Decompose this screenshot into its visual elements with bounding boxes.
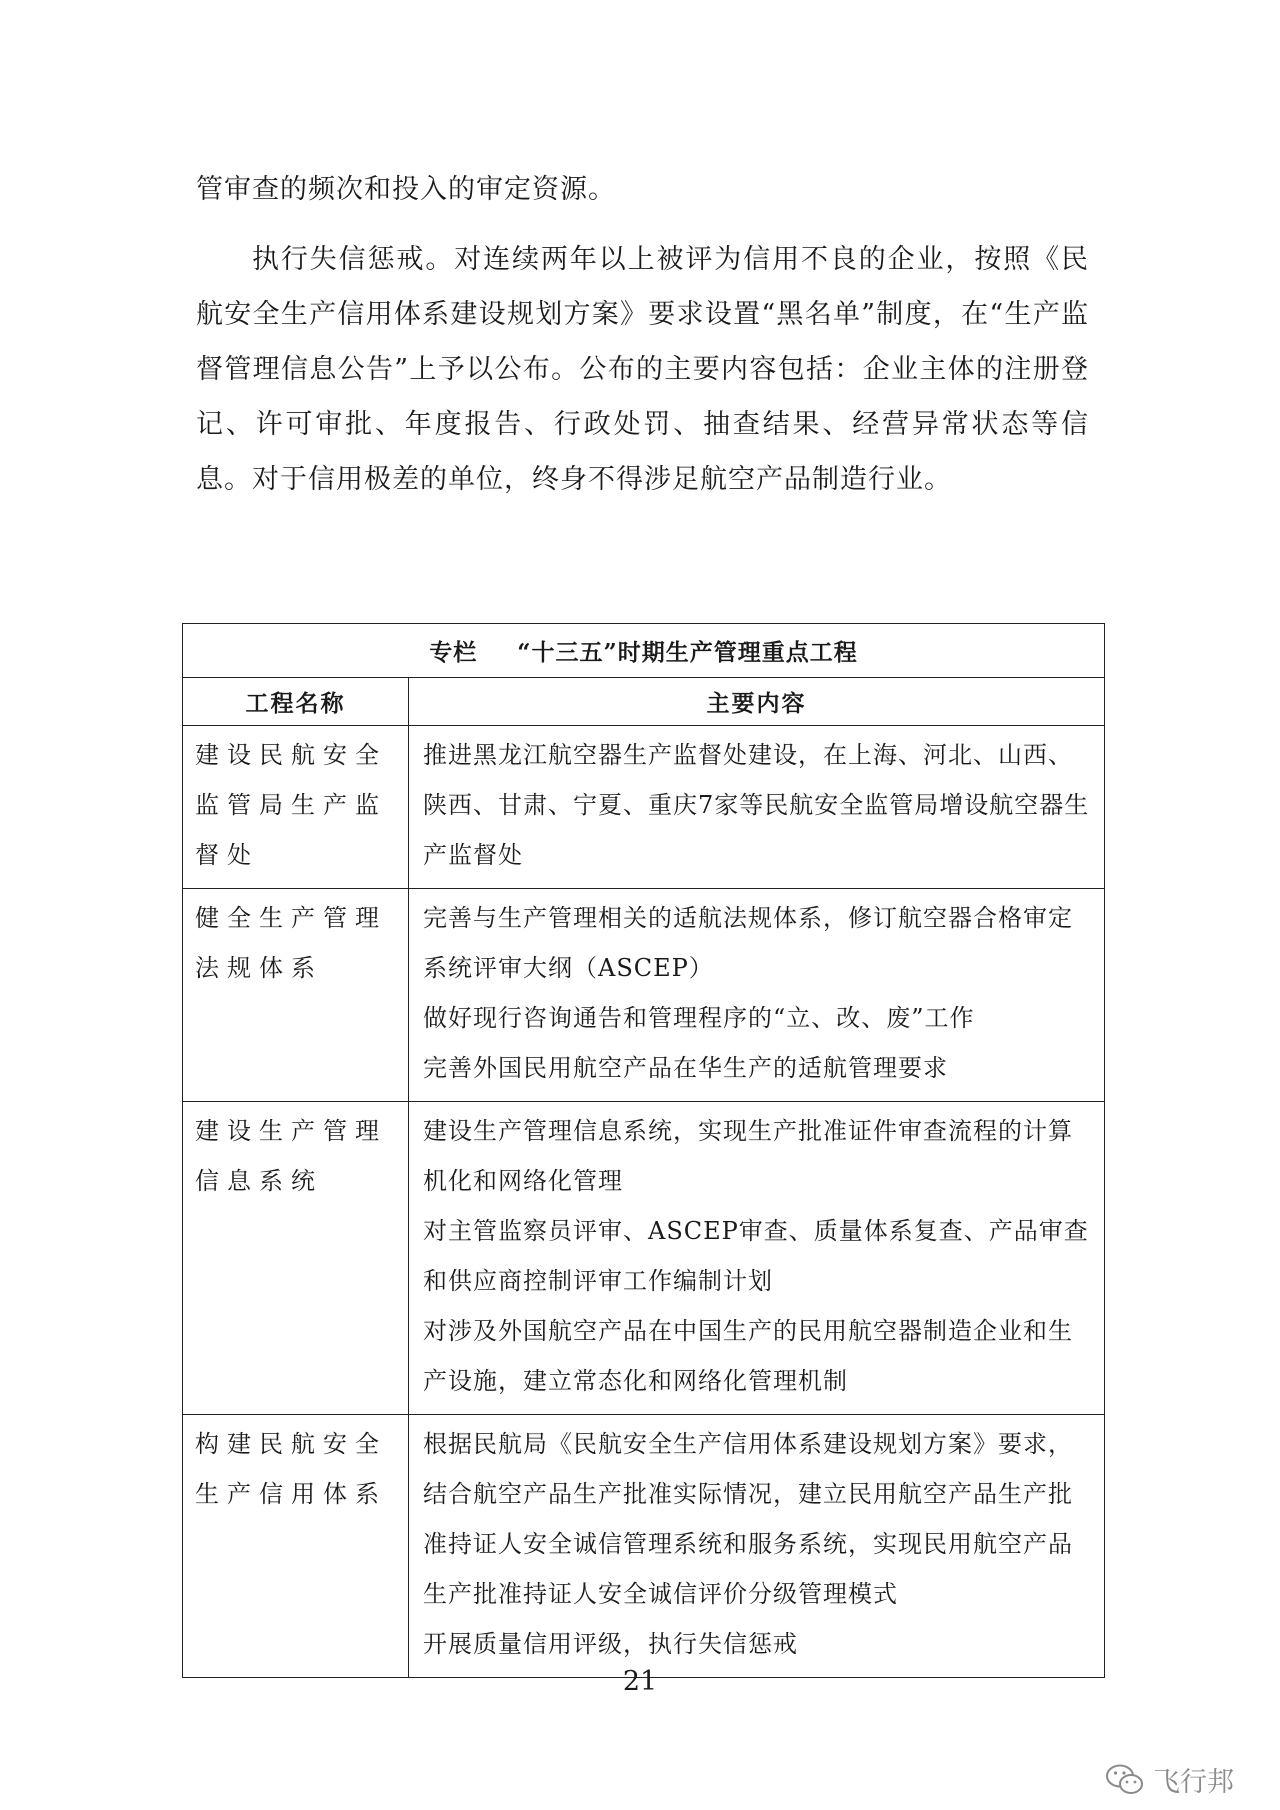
content-item: 完善外国民用航空产品在华生产的适航管理要求	[423, 1054, 948, 1082]
content-item: 完善与生产管理相关的适航法规体系，修订航空器合格审定系统评审大纲（ASCEP）	[423, 904, 1073, 982]
table-row	[183, 1415, 1105, 1678]
column-header-name: 工程名称	[183, 678, 409, 726]
table-row	[183, 1102, 1105, 1415]
column-header-content: 主要内容	[409, 678, 1105, 726]
content-item: 根据民航局《民航安全生产信用体系建设规划方案》要求，结合航空产品生产批准实际情况，建立民用航空产品生产批准持证人安全诚信管理系统和服务系统，实现民用航空产品生产批准持证人安全诚信评价分级管理模式	[423, 1430, 1073, 1608]
content-item: 建设生产管理信息系统，实现生产批准证件审查流程的计算机化和网络化管理	[423, 1117, 1073, 1195]
project-content	[409, 1102, 1105, 1415]
table-row	[183, 726, 1105, 889]
table-header-row	[183, 678, 1105, 726]
content-item: 对涉及外国航空产品在中国生产的民用航空器制造企业和生产设施，建立常态化和网络化管理机制	[423, 1317, 1073, 1395]
watermark-text: 飞行邦	[1153, 1767, 1234, 1798]
project-name: 建设生产管理信息系统	[183, 1102, 409, 1415]
key-projects-table	[182, 623, 1105, 1678]
content-item: 对主管监察员评审、ASCEP审查、质量体系复查、产品审查和供应商控制评审工作编制计划	[423, 1217, 1089, 1295]
caption-label: 专栏	[429, 639, 478, 666]
paragraph-credit-penalty: 执行失信惩戒。对连续两年以上被评为信用不良的企业，按照《民航安全生产信用体系建设规划方案》要求设置“黑名单”制度，在“生产监督管理信息公告”上予以公布。公布的主要内容包括：企业主体的注册登记、许可审批、年度报告、行政处罚、抽查结果、经营异常状态等信息。对于信用极差的单位，终身不得涉足航空产品制造行业。	[196, 244, 1089, 495]
watermark	[1105, 1760, 1234, 1799]
page-number: 21	[622, 1666, 658, 1697]
wechat-icon	[1105, 1763, 1145, 1797]
project-content	[409, 1415, 1105, 1678]
project-content	[409, 889, 1105, 1102]
table-caption	[183, 624, 1105, 678]
project-name: 构建民航安全生产信用体系	[183, 1415, 409, 1678]
project-content	[409, 726, 1105, 889]
table-row	[183, 889, 1105, 1102]
content-item: 开展质量信用评级，执行失信惩戒	[423, 1630, 798, 1658]
caption-title: “十三五”时期生产管理重点工程	[517, 639, 858, 666]
table-caption-row	[183, 624, 1105, 678]
content-item: 推进黑龙江航空器生产监督处建设，在上海、河北、山西、陕西、甘肃、宁夏、重庆7家等民航安全监管局增设航空器生产监督处	[423, 741, 1090, 869]
content-item: 做好现行咨询通告和管理程序的“立、改、废”工作	[423, 1004, 975, 1032]
project-name: 健全生产管理法规体系	[183, 889, 409, 1102]
paragraph-continued: 管审查的频次和投入的审定资源。	[196, 174, 616, 205]
project-name: 建设民航安全监管局生产监督处	[183, 726, 409, 889]
